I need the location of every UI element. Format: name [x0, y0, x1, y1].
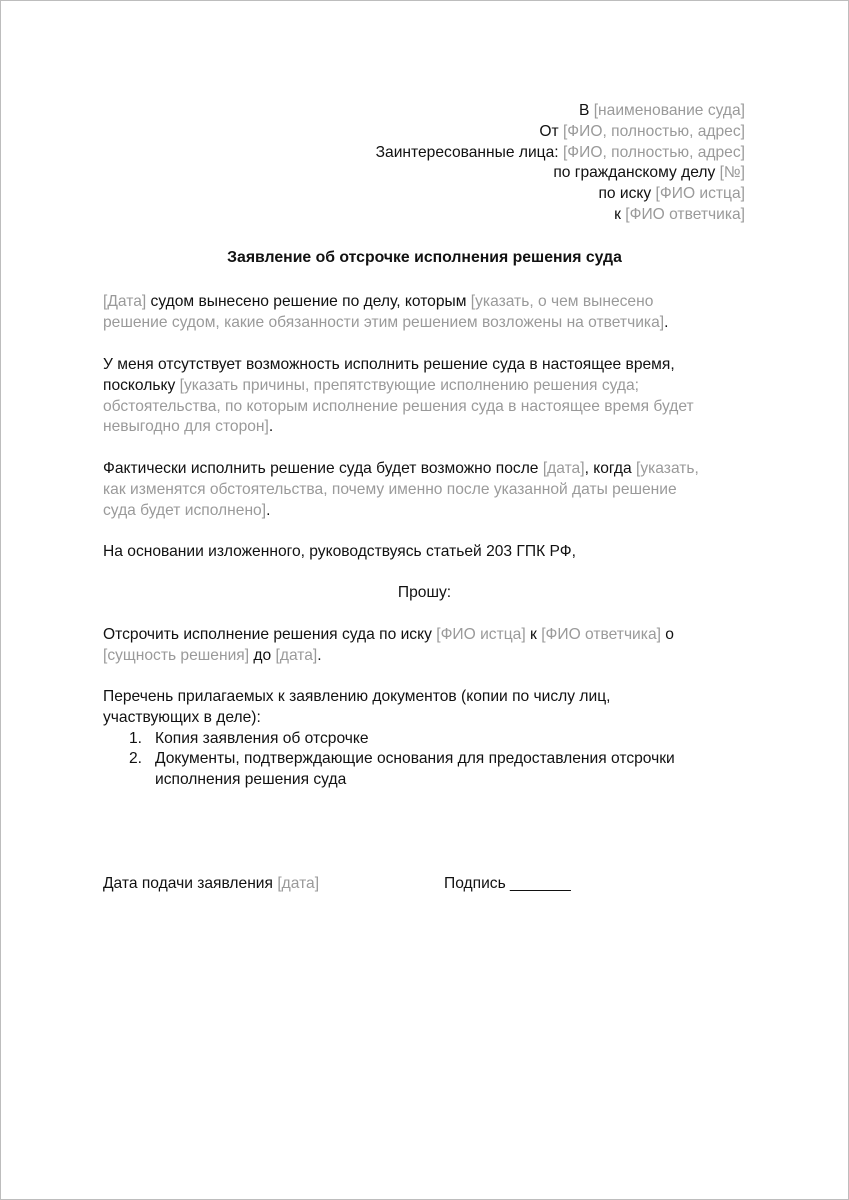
applicant-line: От [ФИО, полностью, адрес]: [539, 122, 745, 140]
list-item: 1. Копия заявления об отсрочке: [129, 729, 369, 747]
paragraph-legal-basis: На основании изложенного, руководствуясь статьей 203 ГПК РФ,: [103, 543, 576, 560]
case-number-placeholder: [№]: [719, 164, 745, 182]
court-line: В [наименование суда]: [578, 102, 745, 119]
case-number-line: по гражданскому делу [№]: [553, 164, 745, 182]
signature-field: Подпись _______: [444, 875, 571, 892]
document-title: Заявление об отсрочке исполнения решения суда: [227, 249, 622, 266]
defendant-line: к [ФИО ответчика]: [614, 205, 745, 223]
plaintiff-placeholder: [ФИО истца]: [655, 185, 745, 203]
interested-persons-line: Заинтересованные лица: [ФИО, полностью, адрес]: [375, 143, 745, 161]
plaintiff-line: по иску [ФИО истца]: [598, 185, 745, 203]
paragraph-execution-date: Фактически исполнить решение суда будет возможно после [дата], когда [указать, как изменятся обстоятельства, почему именно после указанной даты решение суда будет исполнено].: [103, 460, 699, 519]
paragraph-decision: [Дата] судом вынесено решение по делу, которым [указать, о чем вынесено решение судом, какие обязанности этим решением возложены на ответчика].: [103, 293, 669, 331]
interested-persons-placeholder: [ФИО, полностью, адрес]: [562, 143, 745, 161]
list-item: 2. Документы, подтверждающие основания для предоставления отсрочки исполнения решения суда: [129, 750, 675, 789]
attachments-section: [103, 687, 703, 791]
paragraph-impossibility: У меня отсутствует возможность исполнить решение суда в настоящее время, поскольку [указать причины, препятствующие исполнению решения суда; обстоятельства, по которым исполнение решения суда в настоящее время будет невыгодно для сторон].: [103, 356, 694, 436]
court-name-placeholder: [наименование суда]: [593, 102, 745, 119]
attachments-intro: Перечень прилагаемых к заявлению документов (копии по числу лиц, участвующих в деле):: [103, 688, 611, 726]
submission-date: Дата подачи заявления [дата]: [103, 875, 320, 892]
attachments-list: [103, 729, 703, 791]
request-heading: Прошу:: [397, 584, 452, 601]
applicant-placeholder: [ФИО, полностью, адрес]: [562, 122, 745, 140]
addressee-block: [376, 101, 745, 226]
defendant-placeholder: [ФИО ответчика]: [625, 205, 745, 223]
paragraph-request: Отсрочить исполнение решения суда по иску [ФИО истца] к [ФИО ответчика] о [сущность решения] до [дата].: [103, 626, 674, 664]
submission-date-placeholder: [дата]: [277, 875, 320, 892]
